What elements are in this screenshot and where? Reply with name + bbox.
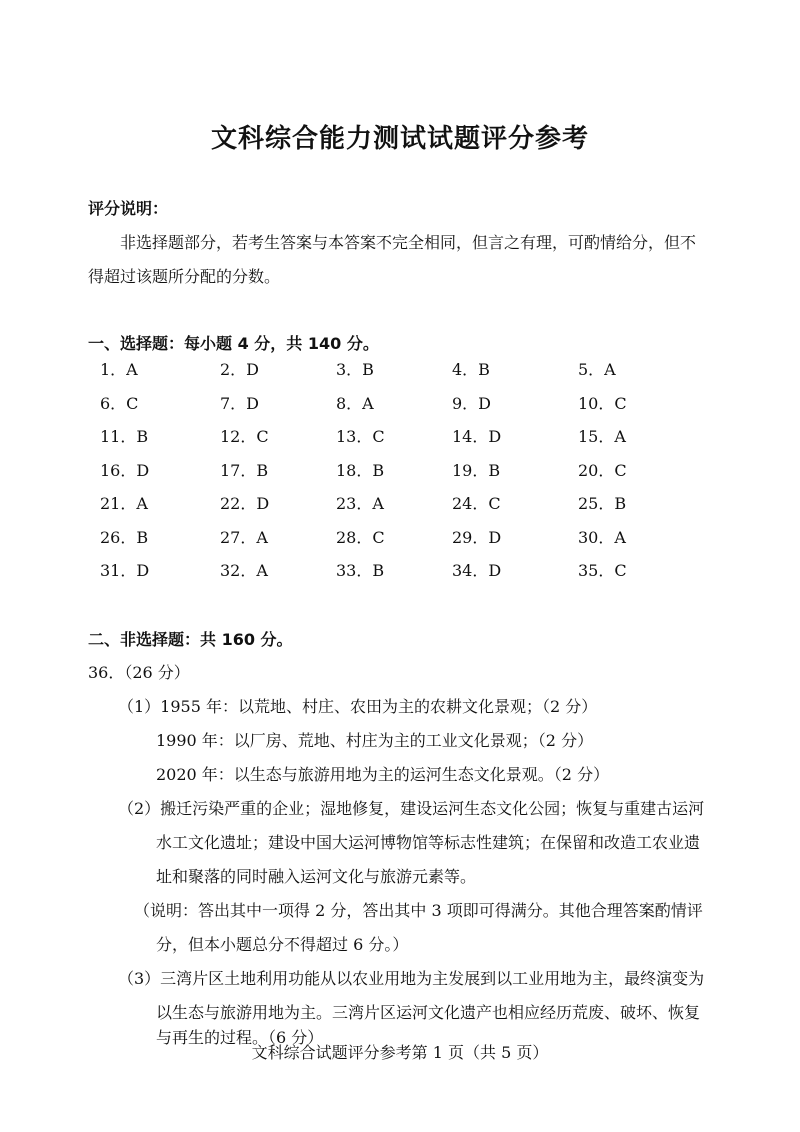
answer-item: 31．D: [100, 561, 150, 580]
answer-item: 4．B: [452, 360, 490, 379]
answer-item: 26．B: [100, 527, 149, 547]
answer-row: [100, 357, 660, 391]
q36-part3-line-1: （3）三湾片区土地利用功能从以农业用地为主发展到以工业用地为主，最终演变为: [118, 969, 705, 988]
answer-row: [100, 424, 660, 458]
answer-item: 35．C: [578, 561, 627, 580]
q36-part2-line-3: 址和聚落的同时融入运河文化与旅游元素等。: [156, 867, 477, 886]
answer-item: 15．A: [578, 427, 626, 446]
answer-item: 6．C: [100, 393, 139, 413]
answer-item: 32．A: [220, 561, 268, 580]
answer-row: [100, 558, 660, 592]
q36-part1-line-2: 1990 年：以厂房、荒地、村庄为主的工业文化景观；（2 分）: [156, 731, 594, 750]
answer-item: 28．C: [336, 527, 385, 547]
q36-part2-line-1: （2）搬迁污染严重的企业；湿地修复，建设运河生态文化公园；恢复与重建古运河: [118, 799, 705, 818]
answer-item: 24．C: [452, 494, 501, 513]
answer-item: 23．A: [336, 494, 384, 513]
answer-item: 5．A: [578, 360, 616, 379]
page-title: 文科综合能力测试试题评分参考: [210, 124, 589, 154]
section2-heading: 二、非选择题：共 160 分。: [88, 630, 293, 649]
answer-row: [100, 458, 660, 492]
answer-item: 14．D: [452, 427, 502, 446]
answer-item: 7．D: [220, 393, 260, 413]
answer-item: 21．A: [100, 494, 148, 513]
answer-item: 2．D: [220, 360, 260, 379]
answer-item: 19．B: [452, 460, 501, 480]
scoring-note-line-1: 非选择题部分，若考生答案与本答案不完全相同，但言之有理，可酌情给分，但不: [120, 233, 697, 252]
answer-item: 16．D: [100, 460, 150, 480]
answer-row: [100, 525, 660, 559]
answer-item: 13．C: [336, 427, 385, 446]
answer-item: 29．D: [452, 527, 502, 547]
answer-item: 10．C: [578, 393, 627, 413]
answer-row: [100, 391, 660, 425]
answer-item: 9．D: [452, 393, 492, 413]
q36-part3-line-3: 与再生的过程。（6 分）: [156, 1028, 324, 1047]
answer-item: 34．D: [452, 561, 502, 580]
answer-item: 17．B: [220, 460, 269, 480]
q36-part1-line-1: （1）1955 年：以荒地、村庄、农田为主的农耕文化景观；（2 分）: [118, 697, 598, 716]
q36-part2-line-2: 水工文化遗址；建设中国大运河博物馆等标志性建筑；在保留和改造工农业遗: [156, 833, 701, 852]
answer-item: 8．A: [336, 393, 374, 413]
answer-item: 33．B: [336, 561, 385, 580]
q36-note-line-2: 分，但本小题总分不得超过 6 分。）: [156, 935, 409, 954]
answer-item: 3．B: [336, 360, 374, 379]
answer-item: 18．B: [336, 460, 385, 480]
answer-item: 11．B: [100, 427, 149, 446]
answer-row: [100, 491, 660, 525]
scoring-note-line-2: 得超过该题所分配的分数。: [88, 267, 281, 286]
q36-part1-line-3: 2020 年：以生态与旅游用地为主的运河生态文化景观。（2 分）: [156, 765, 610, 784]
answer-item: 1．A: [100, 360, 138, 379]
answer-item: 25．B: [578, 494, 627, 513]
q36-note-line-1: （说明：答出其中一项得 2 分，答出其中 3 项即可得满分。其他合理答案酌情评: [134, 901, 703, 920]
q36-part3-line-2: 以生态与旅游用地为主。三湾片区运河文化遗产也相应经历荒废、破坏、恢复: [156, 1003, 701, 1022]
answer-item: 27．A: [220, 527, 268, 547]
section1-heading: 一、选择题：每小题 4 分，共 140 分。: [88, 334, 379, 353]
scoring-note-heading: 评分说明：: [88, 199, 169, 218]
answer-item: 20．C: [578, 460, 627, 480]
answer-item: 30．A: [578, 527, 626, 547]
answer-grid: [100, 357, 660, 592]
page-footer: 文科综合试题评分参考第 1 页（共 5 页）: [251, 1043, 549, 1062]
answer-item: 12．C: [220, 427, 269, 446]
q36-header: 36．（26 分）: [88, 663, 190, 682]
answer-item: 22．D: [220, 494, 270, 513]
